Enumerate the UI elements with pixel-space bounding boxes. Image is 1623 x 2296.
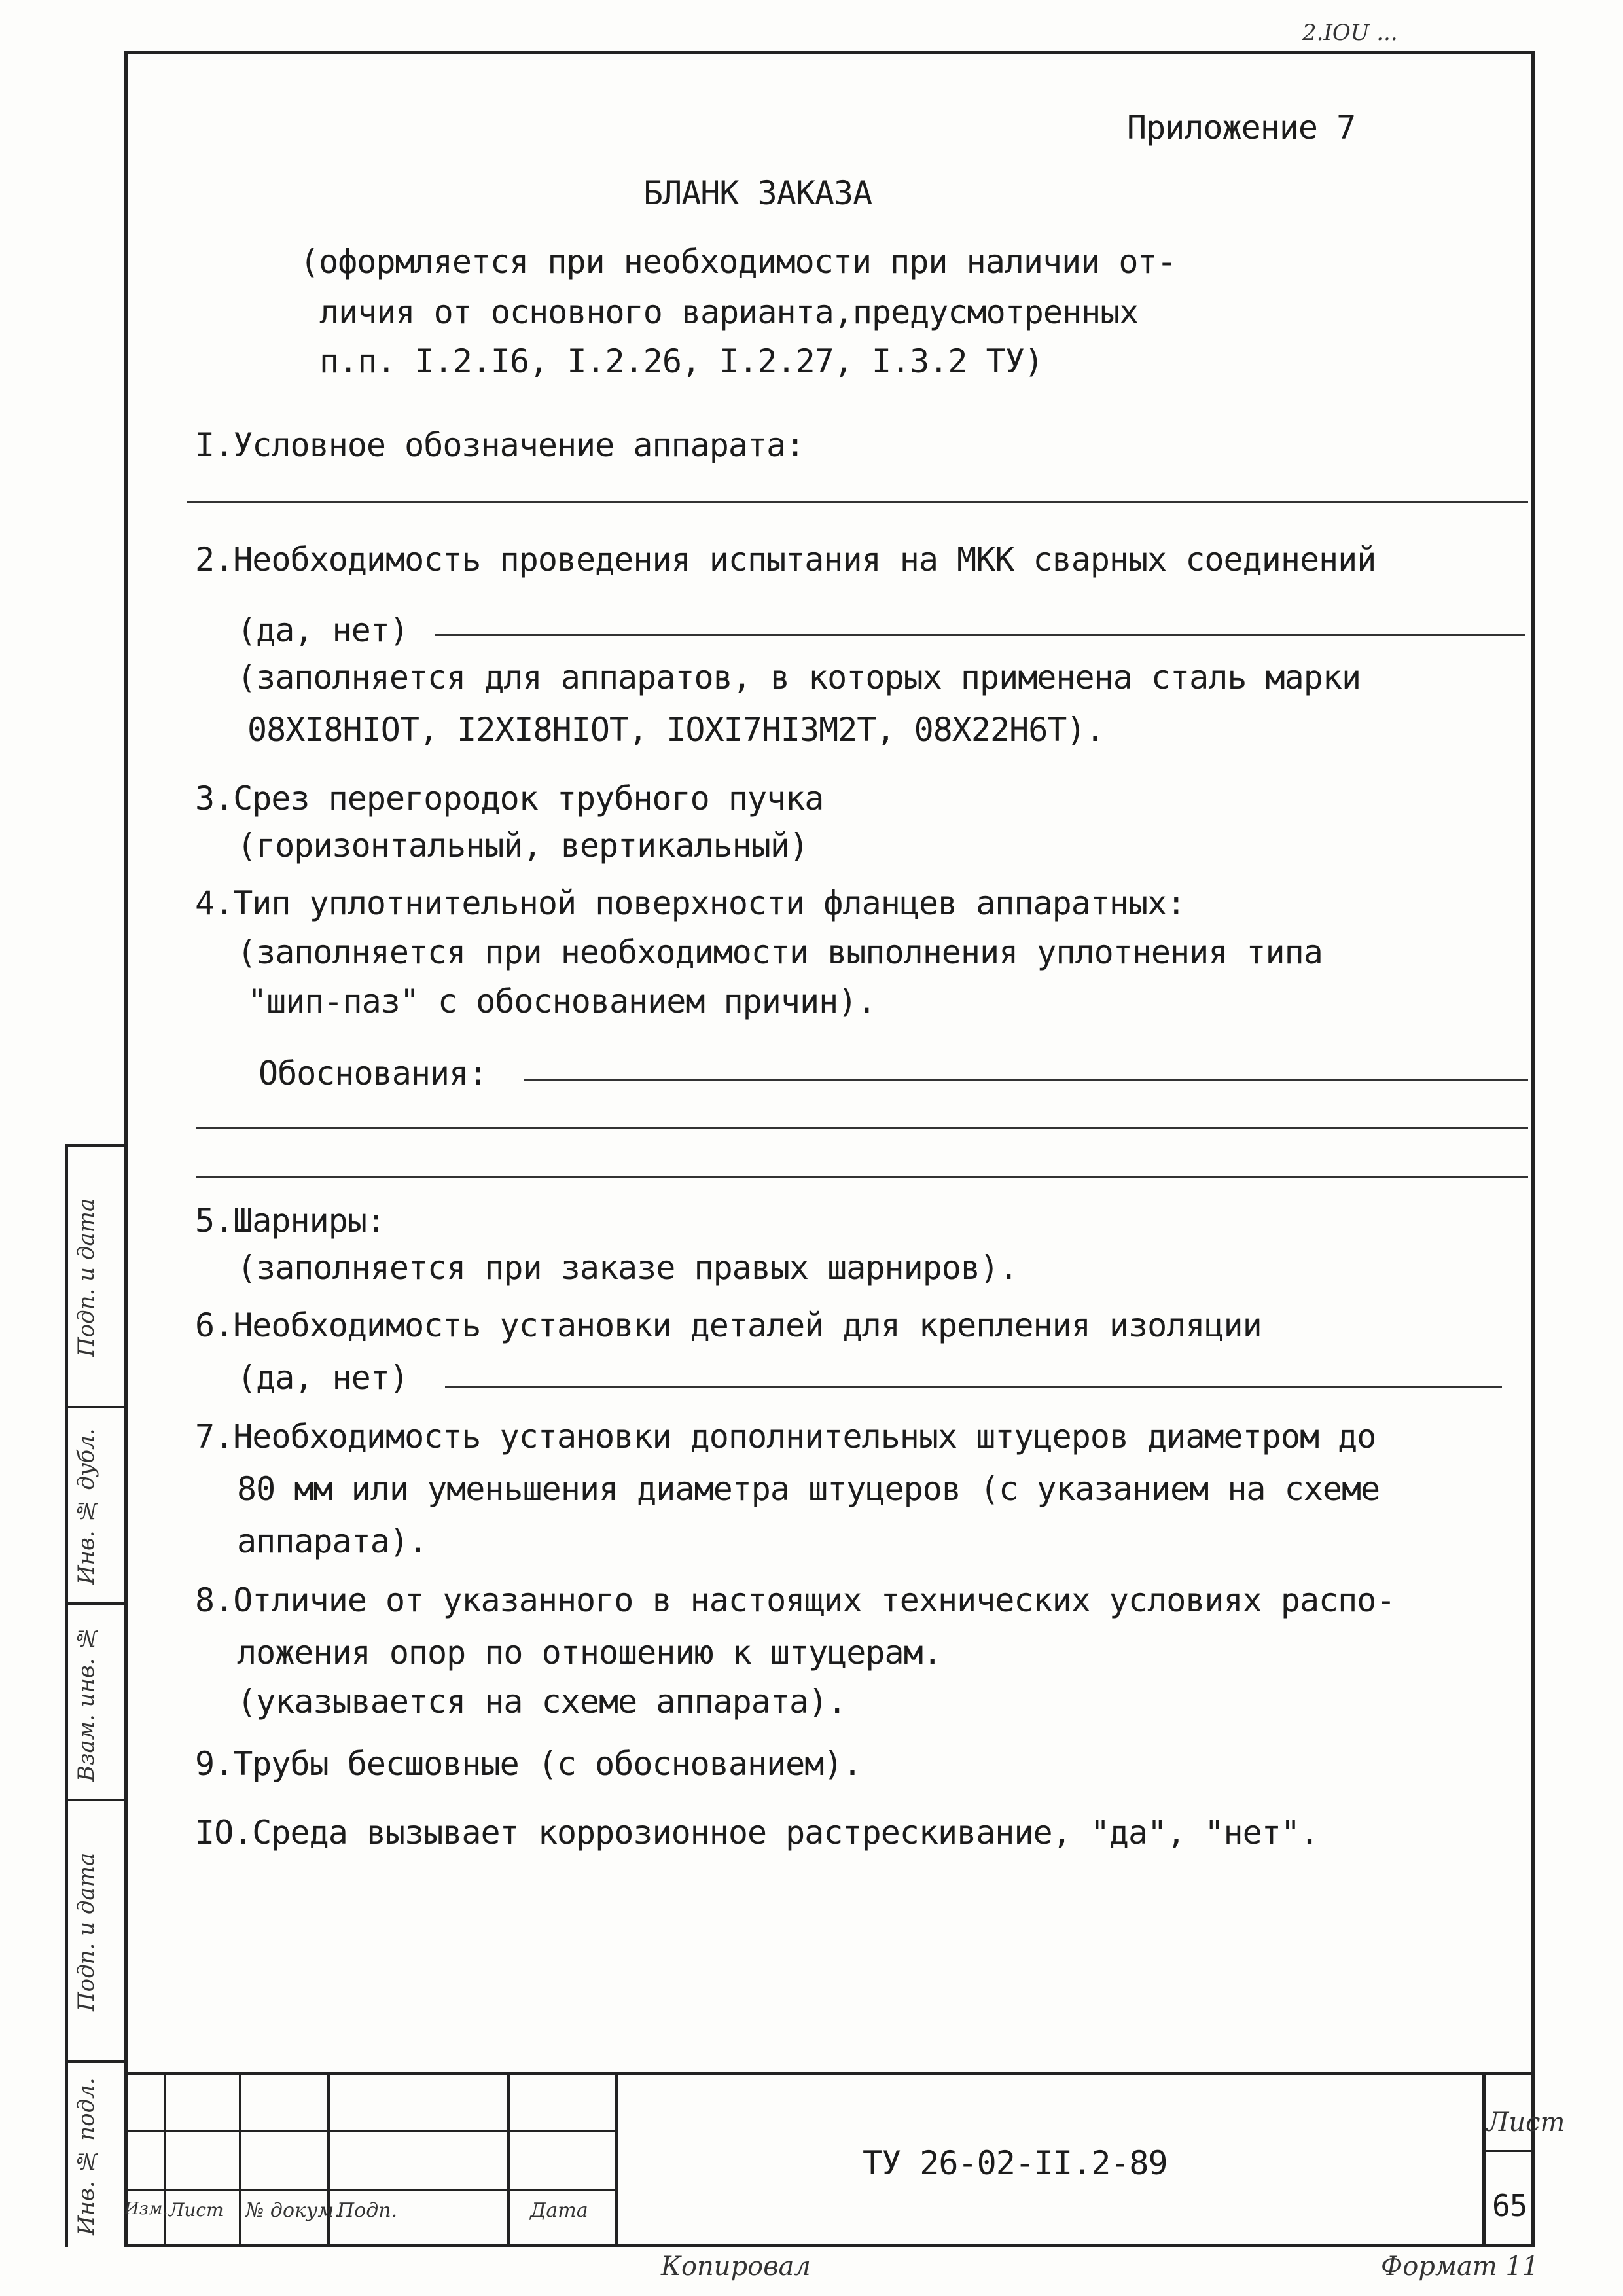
item-2-note-2: 08XI8HIOT, I2XI8HIOT, IOXI7HI3M2T, 08X22H6T). (247, 711, 1105, 749)
item-7-line-2: 80 мм или уменьшения диаметра штуцеров (с указанием на схеме (237, 1470, 1380, 1508)
stamp-caption-sign: Подп. (337, 2199, 398, 2222)
sheet-number: 65 (1492, 2188, 1527, 2223)
stamp-caption-list: Лист (169, 2199, 224, 2221)
item-4-reason-line-3 (196, 1176, 1528, 1178)
item-8-line-2: ложения опор по отношению к штуцерам. (237, 1634, 942, 1672)
item-4-note-1: (заполняется при необходимости выполнения уплотнения типа (237, 933, 1323, 971)
side-label-replace-inv: Взам. инв. № (73, 1624, 99, 1782)
side-label-sign-date-2: Подп. и дата (73, 1852, 99, 2012)
format-label: Формат 11 (1381, 2251, 1539, 2282)
side-cell-2 (68, 1406, 127, 1602)
appendix-label: Приложение 7 (1127, 109, 1356, 147)
stamp-col-line-2 (239, 2072, 241, 2247)
copied-by-label: Копировал (661, 2251, 811, 2282)
stamp-caption-date: Дата (530, 2199, 588, 2222)
form-title: БЛАНК ЗАКАЗА (643, 174, 872, 212)
stamp-top-border (124, 2072, 1535, 2075)
item-9-label: 9.Трубы бесшовные (с обоснованием). (195, 1745, 862, 1783)
subtitle-line-1: (оформляется при необходимости при наличии от- (300, 243, 1176, 281)
item-4-label: 4.Тип уплотнительной поверхности фланцев аппаратных: (195, 884, 1186, 922)
stamp-row-line-2 (124, 2189, 615, 2191)
side-label-orig-inv: Инв. № подл. (73, 2077, 99, 2235)
stamp-col-line-6 (1482, 2072, 1486, 2247)
title-block (124, 2072, 1565, 2247)
side-cell-5 (68, 2060, 127, 2247)
side-cell-4 (68, 1799, 127, 2060)
document-code: ТУ 26-02-II.2-89 (863, 2144, 1168, 2182)
subtitle-line-3: п.п. I.2.I6, I.2.26, I.2.27, I.3.2 ТУ) (319, 342, 1043, 380)
side-strip (65, 1144, 124, 2247)
item-8-line-1: 8.Отличие от указанного в настоящих технических условиях распо- (195, 1581, 1395, 1619)
item-1-label: I.Условное обозначение аппарата: (195, 426, 805, 464)
item-3-label: 3.Срез перегородок трубного пучка (195, 780, 824, 817)
item-2-note-1: (заполняется для аппаратов, в которых применена сталь марки (237, 658, 1361, 696)
item-2-label: 2.Необходимость проведения испытания на МКК сварных соединений (195, 541, 1376, 579)
item-7-line-1: 7.Необходимость установки дополнительных штуцеров диаметром до (195, 1418, 1376, 1456)
item-10-label: IO.Среда вызывает коррозионное растрескивание, "да", "нет". (195, 1814, 1319, 1852)
item-6-yesno: (да, нет) (237, 1359, 408, 1397)
stamp-col-line-1 (164, 2072, 166, 2247)
stamp-sheet-divider (1482, 2150, 1535, 2152)
item-8-line-3: (указывается на схеме аппарата). (237, 1683, 847, 1721)
corner-note: 2.IOU ... (1302, 20, 1398, 46)
item-6-answer-line (445, 1386, 1502, 1388)
item-1-answer-line (187, 501, 1528, 503)
side-label-dup-inv: Инв. № дубл. (73, 1428, 99, 1585)
item-5-label: 5.Шарниры: (195, 1202, 386, 1240)
item-6-label: 6.Необходимость установки деталей для крепления изоляции (195, 1306, 1262, 1344)
item-4-note-2: "шип-паз" с обоснованием причин). (247, 982, 876, 1020)
sheet-label: Лист (1487, 2108, 1565, 2138)
item-5-note: (заполняется при заказе правых шарниров). (237, 1249, 1018, 1287)
item-4-reason-label: Обоснования: (259, 1054, 488, 1092)
stamp-col-line-4 (507, 2072, 510, 2247)
stamp-col-line-5 (615, 2072, 618, 2247)
item-2-yesno: (да, нет) (237, 611, 408, 649)
stamp-row-line-1 (124, 2130, 615, 2132)
side-label-sign-date-1: Подп. и дата (73, 1198, 99, 1357)
side-cell-1 (68, 1144, 127, 1406)
subtitle-line-2: личия от основного варианта,предусмотренных (319, 293, 1139, 331)
item-3-note: (горизонтальный, вертикальный) (237, 827, 809, 865)
item-4-reason-line-2 (196, 1127, 1528, 1129)
item-7-line-3: аппарата). (237, 1522, 428, 1560)
stamp-caption-izm: Изм. (124, 2199, 168, 2219)
side-cell-3 (68, 1602, 127, 1799)
stamp-caption-doc: № докум. (245, 2199, 340, 2222)
item-4-reason-line-1 (524, 1079, 1528, 1081)
item-2-answer-line (435, 634, 1525, 636)
